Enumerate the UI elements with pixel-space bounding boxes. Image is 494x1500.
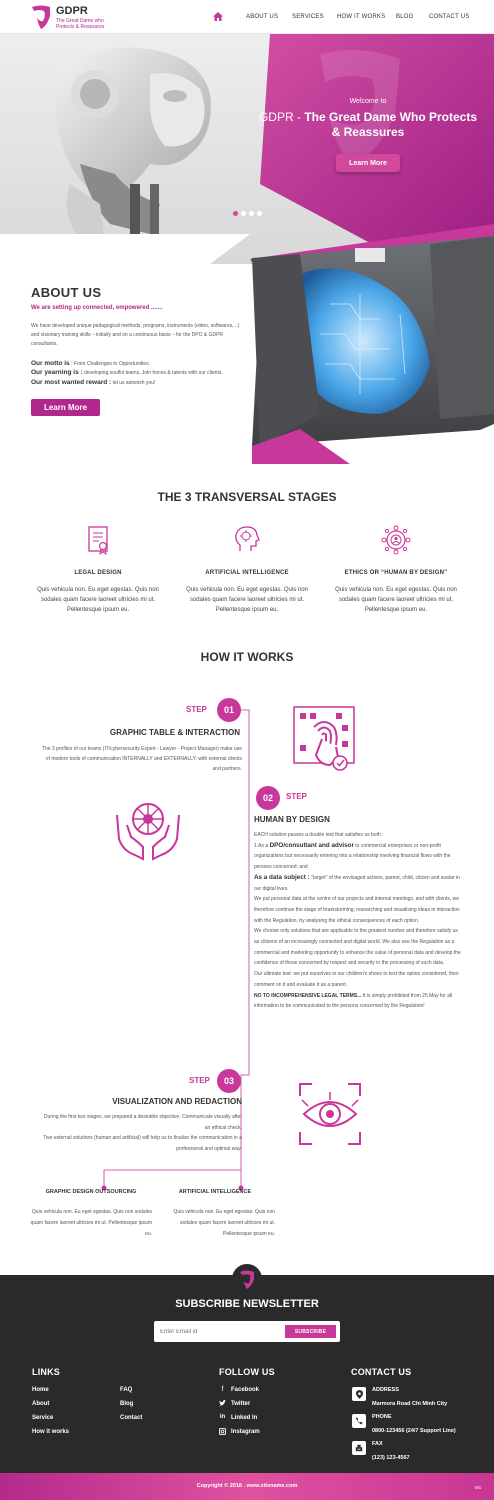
reward-text: let us astonish you! (111, 380, 156, 386)
robot-image (55, 48, 210, 244)
linkedin-icon: in (219, 1414, 226, 1420)
p6-text: It is simply prohibited from 25 May for all information to be communicated to the persons concerned by the Regulation! (254, 992, 453, 1010)
sub-title: GRAPHIC DESIGN OUTSOURCING (45, 1189, 137, 1195)
sub-text: Quis vehicula non. Eu eget egestas. Quis non sodales quam facere laoreet ultricies mi ut. Pellentesque ipsum eu. (30, 1209, 152, 1237)
hero-learn-more-button[interactable]: Learn More (336, 154, 400, 172)
about-paragraph: We have developed unique pedagogical methods, programs, instruments (video, softwares,...) and visionary training skills – initially and on a continuous basis – for the DPO & GDPR consultants. (31, 323, 240, 347)
slider-dot-1[interactable] (233, 211, 238, 216)
step-3-text-1: During the first two stages, we prepared a desirable objective: Communicate visually after an ethical check. (43, 1114, 242, 1131)
links-heading: LINKS (32, 1367, 60, 1377)
step-1-label: STEP (186, 705, 207, 714)
step-3-title: VISUALIZATION AND REDACTION (112, 1097, 242, 1106)
reward-label: Our most wanted reward : (31, 379, 112, 386)
social-label: Twitter (231, 1400, 251, 1407)
about-title: ABOUT US (31, 285, 102, 300)
contact-address-label: ADDRESS (372, 1387, 399, 1393)
step-2-p2 (254, 873, 464, 894)
nav-about-us[interactable]: ABOUT US (246, 14, 279, 20)
p2-text: "target" of the envisaged actions, parent, child, citizen and avatar in our digital lives. (254, 874, 460, 892)
footer-link-contact[interactable]: Contact (120, 1415, 143, 1421)
contact-phone-label: PHONE (372, 1414, 392, 1420)
stage-title: ETHICS OR “HUMAN BY DESIGN” (344, 570, 448, 576)
step-1-number: 01 (217, 698, 241, 722)
fingerprint-scan-icon (292, 705, 358, 773)
slider-dot-3[interactable] (249, 211, 254, 216)
nav-blog[interactable]: BLOG (396, 14, 414, 20)
p1-bold: DPO/consultant and advisor (269, 841, 354, 849)
step-3-text-2: Two external solutions (human and artificial) will help us to finalize the communication in a professional and optimal way: (43, 1135, 242, 1152)
step-3-number: 03 (217, 1069, 241, 1093)
contact-fax-value: (123) 123-4567 (372, 1455, 410, 1461)
nav-services[interactable]: SERVICES (292, 14, 324, 20)
sub-title: ARTIFICIAL INTELLIGENCE (178, 1189, 252, 1195)
follow-heading: FOLLOW US (219, 1367, 275, 1377)
footer-link-blog[interactable]: Blog (120, 1401, 134, 1407)
step-2-text (254, 830, 464, 1012)
sub-graphic-design (30, 1189, 152, 1240)
how-it-works-title: HOW IT WORKS (200, 650, 294, 664)
step-2-p5: Our ultimate test: we put ourselves in our children's shoes to test the option considered, then comment on it and evaluate it as a parent. (254, 971, 459, 988)
stage-legal-design (33, 525, 163, 615)
network-person-icon (381, 525, 411, 555)
footer-link-faq[interactable]: FAQ (120, 1387, 133, 1393)
contact-fax-label: FAX (372, 1441, 383, 1447)
social-facebook[interactable] (219, 1386, 259, 1393)
gdpr-logo-icon (232, 1264, 262, 1294)
stage-text: Quis vehicula non. Eu eget egestas. Quis non sodales quam facere laoreet ultricies mi ut. Pellentesque ipsum eu. (335, 587, 457, 613)
phone-icon (352, 1414, 366, 1428)
social-label: Linked In (231, 1414, 258, 1421)
hero-title-bold: The Great Dame Who Protects & Reassures (304, 110, 478, 139)
nav-how-it-works[interactable]: HOW IT WORKS (337, 14, 386, 20)
footer-link-service[interactable]: Service (32, 1415, 54, 1421)
social-label: Facebook (231, 1386, 260, 1393)
gdpr-logo-icon[interactable] (30, 4, 52, 30)
certificate-icon (83, 525, 113, 555)
contact-heading: CONTACT US (351, 1367, 412, 1377)
hands-brain-icon (113, 795, 183, 865)
stage-ethics (331, 525, 461, 615)
copyright-text: Copyright © 2018 . www.sitename.com (196, 1483, 298, 1489)
subscribe-button[interactable]: SUBSCRIBE (285, 1325, 336, 1338)
social-label: Instagram (231, 1428, 260, 1435)
about-yearning (31, 369, 251, 376)
social-twitter[interactable] (219, 1400, 250, 1407)
home-icon[interactable] (213, 12, 223, 21)
about-learn-more-button[interactable]: Learn More (31, 399, 100, 416)
footer-logo[interactable] (232, 1264, 262, 1294)
hero-title (258, 110, 478, 140)
sub-artificial-intelligence (155, 1189, 275, 1240)
footer-link-how-it-works[interactable]: How it works (32, 1429, 70, 1435)
step-2-title: HUMAN BY DESIGN (254, 815, 330, 824)
stage-text: Quis vehicula non. Eu eget egestas. Quis non sodales quam facere laoreet ultricies mi ut. Pellentesque ipsum eu. (37, 587, 159, 613)
about-subtitle: We are setting up connected, empowered ....... (31, 305, 163, 311)
corner-label: M1 (475, 1485, 482, 1490)
step-2-intro: EACH solution passes a double test that satisfies us both : (254, 832, 384, 838)
facebook-icon: f (221, 1386, 224, 1393)
slider-dot-4[interactable] (257, 211, 262, 216)
hero-welcome: Welcome to (349, 98, 387, 105)
p1-text: to commercial enterprises or non-profit organizations but necessarily entering into a relationship involving financial flows with the persons concerned; and (254, 842, 451, 871)
eye-scan-icon (298, 1082, 362, 1146)
nav-contact-us[interactable]: CONTACT US (429, 14, 470, 20)
hero-title-prefix: GDPR - (258, 110, 305, 124)
footer-link-about[interactable]: About (32, 1401, 50, 1407)
contact-address-value: Marmora Road Chi Minh City (372, 1401, 448, 1407)
yearning-text: developing soulful teams, Join forces & talents with our clients. (82, 370, 223, 376)
twitter-icon (219, 1400, 226, 1407)
social-instagram[interactable] (219, 1428, 260, 1435)
location-icon (352, 1387, 366, 1401)
step-3-label: STEP (189, 1076, 210, 1085)
step-3-text (40, 1112, 242, 1154)
step-2-number: 02 (256, 786, 280, 810)
step-2-p4: We choose only solutions that are applicable to the greatest number and therefore satisfy us as citizens of an increasingly connected and digital world. We also see the Regulation as a commercial and marketing opportunity to enhance the value of personal data and develop the confidence of those concerned by respect and security in the processing of such data. (254, 928, 461, 967)
motto-label: Our motto is (31, 360, 70, 367)
step-1-title: GRAPHIC TABLE & INTERACTION (109, 728, 240, 737)
step-2-p3: We put personal data at the centre of our projects and internal meetings, and with clients, we therefore continue the stage of brainstorming, researching and visualising ideas in interaction with the Regulation, by analysing the ethical consequences of each option. (254, 896, 460, 924)
step-1-text: The 3 profiles of our teams (IT/cybersecurity Expert - Lawyer - Project Manager) make use of modern tools of communication INTERNALLY and EXTERNALLY: with external clients and partners. (41, 746, 242, 772)
yearning-label: Our yearning is : (31, 369, 83, 376)
businessman-image (252, 236, 494, 446)
slider-dot-2[interactable] (241, 211, 246, 216)
stage-text: Quis vehicula non. Eu eget egestas. Quis non sodales quam facere laoreet ultricies mi ut. Pellentesque ipsum eu. (186, 587, 308, 613)
sub-text: Quis vehicula non. Eu eget egestas. Quis non sodales quam facere laoreet ultricies mi ut. Pellentesque ipsum eu. (173, 1209, 275, 1237)
p2-bold: As a data subject : (254, 873, 310, 881)
step-2-p6 (254, 991, 464, 1012)
ai-head-icon (232, 525, 262, 555)
about-reward (31, 379, 251, 386)
stages-title: THE 3 TRANSVERSAL STAGES (157, 490, 337, 504)
about-motto (31, 360, 251, 367)
logo-subtitle: The Great Dame who Protects & Reassures (56, 18, 105, 30)
logo-title[interactable]: GDPR (56, 5, 88, 17)
newsletter-title: SUBSCRIBE NEWSLETTER (175, 1298, 319, 1310)
stage-artificial-intelligence (182, 525, 312, 615)
step-2-p1 (254, 841, 464, 873)
social-linkedin[interactable] (219, 1414, 257, 1421)
stage-title: ARTIFICIAL INTELLIGENCE (205, 570, 289, 576)
p1-prefix: 1.As a (254, 842, 270, 849)
p6-bold: NO TO INCOMPREHENSIVE LEGAL TERMS... (254, 992, 362, 999)
email-input[interactable] (160, 1325, 280, 1338)
contact-phone-value[interactable]: 0800-123456 (24/7 Support Line) (372, 1428, 456, 1434)
instagram-icon (219, 1428, 226, 1435)
stage-title: LEGAL DESIGN (74, 570, 122, 576)
footer-link-home[interactable]: Home (32, 1387, 49, 1393)
fax-icon (352, 1441, 366, 1455)
step-2-label: STEP (286, 792, 307, 801)
motto-text: : From Challenges to Opportunities. (69, 361, 150, 367)
